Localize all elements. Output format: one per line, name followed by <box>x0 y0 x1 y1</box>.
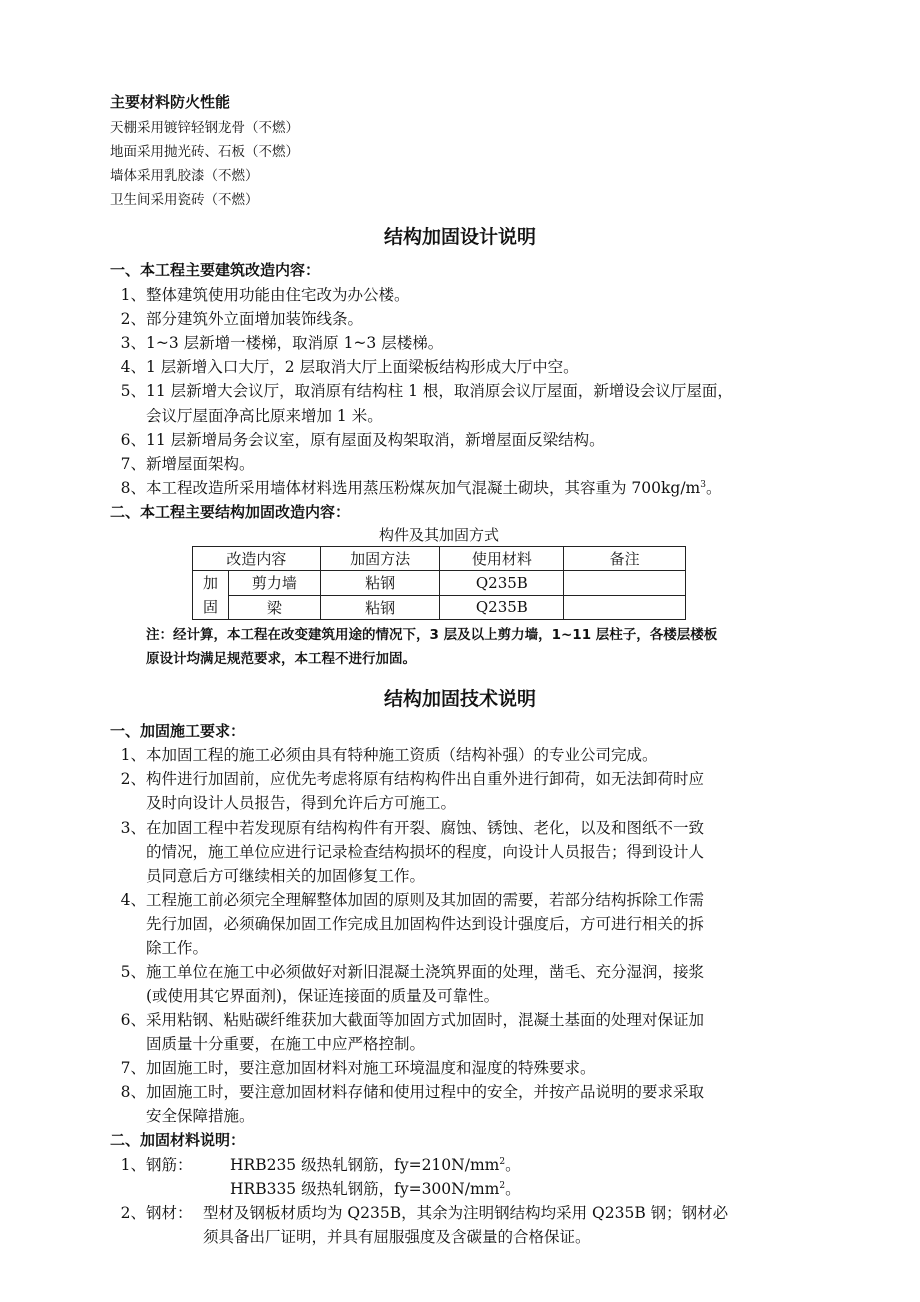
table-header: 备注 <box>564 547 686 571</box>
rebar-spec <box>230 1177 521 1199</box>
table-cell: 粘钢 <box>320 571 440 596</box>
rebar-text: HRB335 级热轧钢筋，fy=300N/mm <box>230 1180 500 1198</box>
item-continuation: 员同意后方可继续相关的加固修复工作。 <box>146 867 426 885</box>
table-note <box>146 623 826 671</box>
tech-item <box>118 743 818 768</box>
table-cell: 粘钢 <box>320 595 440 620</box>
rebar-tail: 。 <box>505 1156 521 1174</box>
item-number: 2、 <box>120 310 146 328</box>
steel-text: 型材及钢板材质均为 Q235B，其余为注明钢结构均采用 Q235B 钢；钢材必 <box>203 1204 729 1222</box>
note-line: 注：经计算，本工程在改变建筑用途的情况下，3 层及以上剪力墙，1~11 层柱子，各楼层楼板 <box>146 627 718 643</box>
fire-line: 地面采用抛光砖、石板（不燃） <box>110 144 299 160</box>
tech-item <box>118 1056 818 1081</box>
item-text: 整体建筑使用功能由住宅改为办公楼。 <box>146 286 410 304</box>
item-continuation: 除工作。 <box>146 939 209 957</box>
table-header: 使用材料 <box>440 547 564 571</box>
superscript: 2 <box>499 1156 506 1167</box>
item-number: 5、 <box>120 963 146 981</box>
item-text: 本工程改造所采用墙体材料选用蒸压粉煤灰加气混凝土砌块，其容重为 700kg/m <box>146 479 701 497</box>
item-number: 8、 <box>120 479 146 497</box>
row-group-char: 加 <box>202 574 218 592</box>
tech-title: 结构加固技术说明 <box>383 688 536 710</box>
item-text: 部分建筑外立面增加装饰线条。 <box>146 310 364 328</box>
item-number: 5、 <box>120 382 146 400</box>
design-item <box>118 307 818 332</box>
tech-item <box>118 1008 818 1033</box>
table-caption: 构件及其加固方式 <box>378 526 499 544</box>
item-text: 1 层新增入口大厅，2 层取消大厅上面梁板结构形成大厅中空。 <box>146 358 579 376</box>
table-cell <box>564 571 686 596</box>
rebar-text: HRB235 级热轧钢筋，fy=210N/mm <box>230 1156 500 1174</box>
row-group-char: 固 <box>202 598 218 616</box>
table-cell: Q235B <box>440 571 564 596</box>
tech-item <box>118 767 818 792</box>
tech-item <box>118 1080 818 1105</box>
item-continuation: 及时向设计人员报告，得到允许后方可施工。 <box>146 794 457 812</box>
table-cell: 梁 <box>228 595 320 620</box>
item-text: 11 层新增局务会议室，原有屋面及构架取消，新增屋面反梁结构。 <box>146 431 605 449</box>
item-number: 1、 <box>120 286 146 304</box>
fire-line: 卫生间采用瓷砖（不燃） <box>110 192 259 208</box>
item-tail: 。 <box>705 479 722 497</box>
rebar-label: 钢筋： <box>146 1156 193 1174</box>
item-text: 加固施工时，要注意加固材料存储和使用过程中的安全，并按产品说明的要求采取 <box>146 1083 705 1101</box>
tech-item <box>118 960 818 985</box>
item-text: 1~3 层新增一楼梯，取消原 1~3 层楼梯。 <box>146 334 444 352</box>
item-text: 11 层新增大会议厅，取消原有结构柱 1 根，取消原会议厅屋面，新增设会议厅屋面， <box>146 382 733 400</box>
item-text: 采用粘钢、粘贴碳纤维获加大截面等加固方式加固时，混凝土基面的处理对保证加 <box>146 1011 705 1029</box>
design-item <box>118 355 818 380</box>
item-number: 3、 <box>120 334 146 352</box>
item-number: 1、 <box>120 746 146 764</box>
item-number: 7、 <box>120 1059 146 1077</box>
item-continuation: 固质量十分重要，在施工中应严格控制。 <box>146 1035 426 1053</box>
item-number: 2、 <box>120 770 146 788</box>
fire-section-title: 主要材料防火性能 <box>110 93 231 111</box>
table-header-row <box>193 547 686 571</box>
item-number: 4、 <box>120 358 146 376</box>
table-row <box>193 595 686 620</box>
item-text: 在加固工程中若发现原有结构构件有开裂、腐蚀、锈蚀、老化，以及和图纸不一致 <box>146 819 705 837</box>
table-cell: Q235B <box>440 595 564 620</box>
item-text: 构件进行加固前，应优先考虑将原有结构构件出自重外进行卸荷，如无法卸荷时应 <box>146 770 705 788</box>
tech-item <box>118 816 818 841</box>
item-number: 6、 <box>120 1011 146 1029</box>
item-number: 8、 <box>120 1083 146 1101</box>
tech-sec2-heading: 二、加固材料说明： <box>110 1131 246 1149</box>
fire-line: 天棚采用镀锌轻钢龙骨（不燃） <box>110 120 299 136</box>
table-cell <box>564 595 686 620</box>
item-continuation: 先行加固，必须确保加固工作完成且加固构件达到设计强度后，方可进行相关的拆 <box>146 915 705 933</box>
fire-line: 墙体采用乳胶漆（不燃） <box>110 168 259 184</box>
design-sec2-heading: 二、本工程主要结构加固改造内容： <box>110 503 351 521</box>
reinforcement-table <box>192 546 686 620</box>
rebar-spec <box>230 1153 521 1175</box>
item-text: 本加固工程的施工必须由具有特种施工资质（结构补强）的专业公司完成。 <box>146 746 658 764</box>
design-item <box>118 476 818 501</box>
table-cell: 剪力墙 <box>228 571 320 596</box>
design-item <box>118 428 818 453</box>
item-continuation: 会议厅屋面净高比原来增加 1 米。 <box>146 407 383 425</box>
design-item <box>118 331 818 356</box>
design-item <box>118 452 818 477</box>
item-number: 6、 <box>120 431 146 449</box>
note-line: 原设计均满足规范要求，本工程不进行加固。 <box>146 651 416 667</box>
item-continuation: (或使用其它界面剂)，保证连接面的质量及可靠性。 <box>146 987 500 1005</box>
item-text: 加固施工时，要注意加固材料对施工环境温度和湿度的特殊要求。 <box>146 1059 596 1077</box>
row-group-cell <box>193 571 229 620</box>
item-number: 3、 <box>120 819 146 837</box>
design-sec1-heading: 一、本工程主要建筑改造内容： <box>110 261 321 279</box>
item-continuation: 的情况，施工单位应进行记录检查结构损坏的程度，向设计人员报告；得到设计人 <box>146 843 705 861</box>
item-number: 1、 <box>120 1156 146 1174</box>
rebar-tail: 。 <box>505 1180 521 1198</box>
steel-label: 钢材： <box>146 1204 193 1222</box>
table-header: 加固方法 <box>320 547 440 571</box>
steel-text: 须具备出厂证明，并具有屈服强度及含碳量的合格保证。 <box>203 1228 591 1246</box>
tech-sec1-heading: 一、加固施工要求： <box>110 722 246 740</box>
superscript: 3 <box>700 479 706 490</box>
item-continuation: 安全保障措施。 <box>146 1107 255 1125</box>
design-item <box>118 283 818 308</box>
item-number: 4、 <box>120 891 146 909</box>
item-text: 工程施工前必须完全理解整体加固的原则及其加固的需要，若部分结构拆除工作需 <box>146 891 705 909</box>
tech-item <box>118 888 818 913</box>
table-row <box>193 571 686 596</box>
item-number: 7、 <box>120 455 146 473</box>
item-text: 施工单位在施工中必须做好对新旧混凝土浇筑界面的处理，凿毛、充分湿润，接浆 <box>146 963 705 981</box>
design-title: 结构加固设计说明 <box>383 226 536 248</box>
table-header: 改造内容 <box>193 547 321 571</box>
item-number: 2、 <box>120 1204 146 1222</box>
item-text: 新增屋面架构。 <box>146 455 255 473</box>
superscript: 2 <box>499 1180 506 1191</box>
design-item <box>118 379 818 404</box>
